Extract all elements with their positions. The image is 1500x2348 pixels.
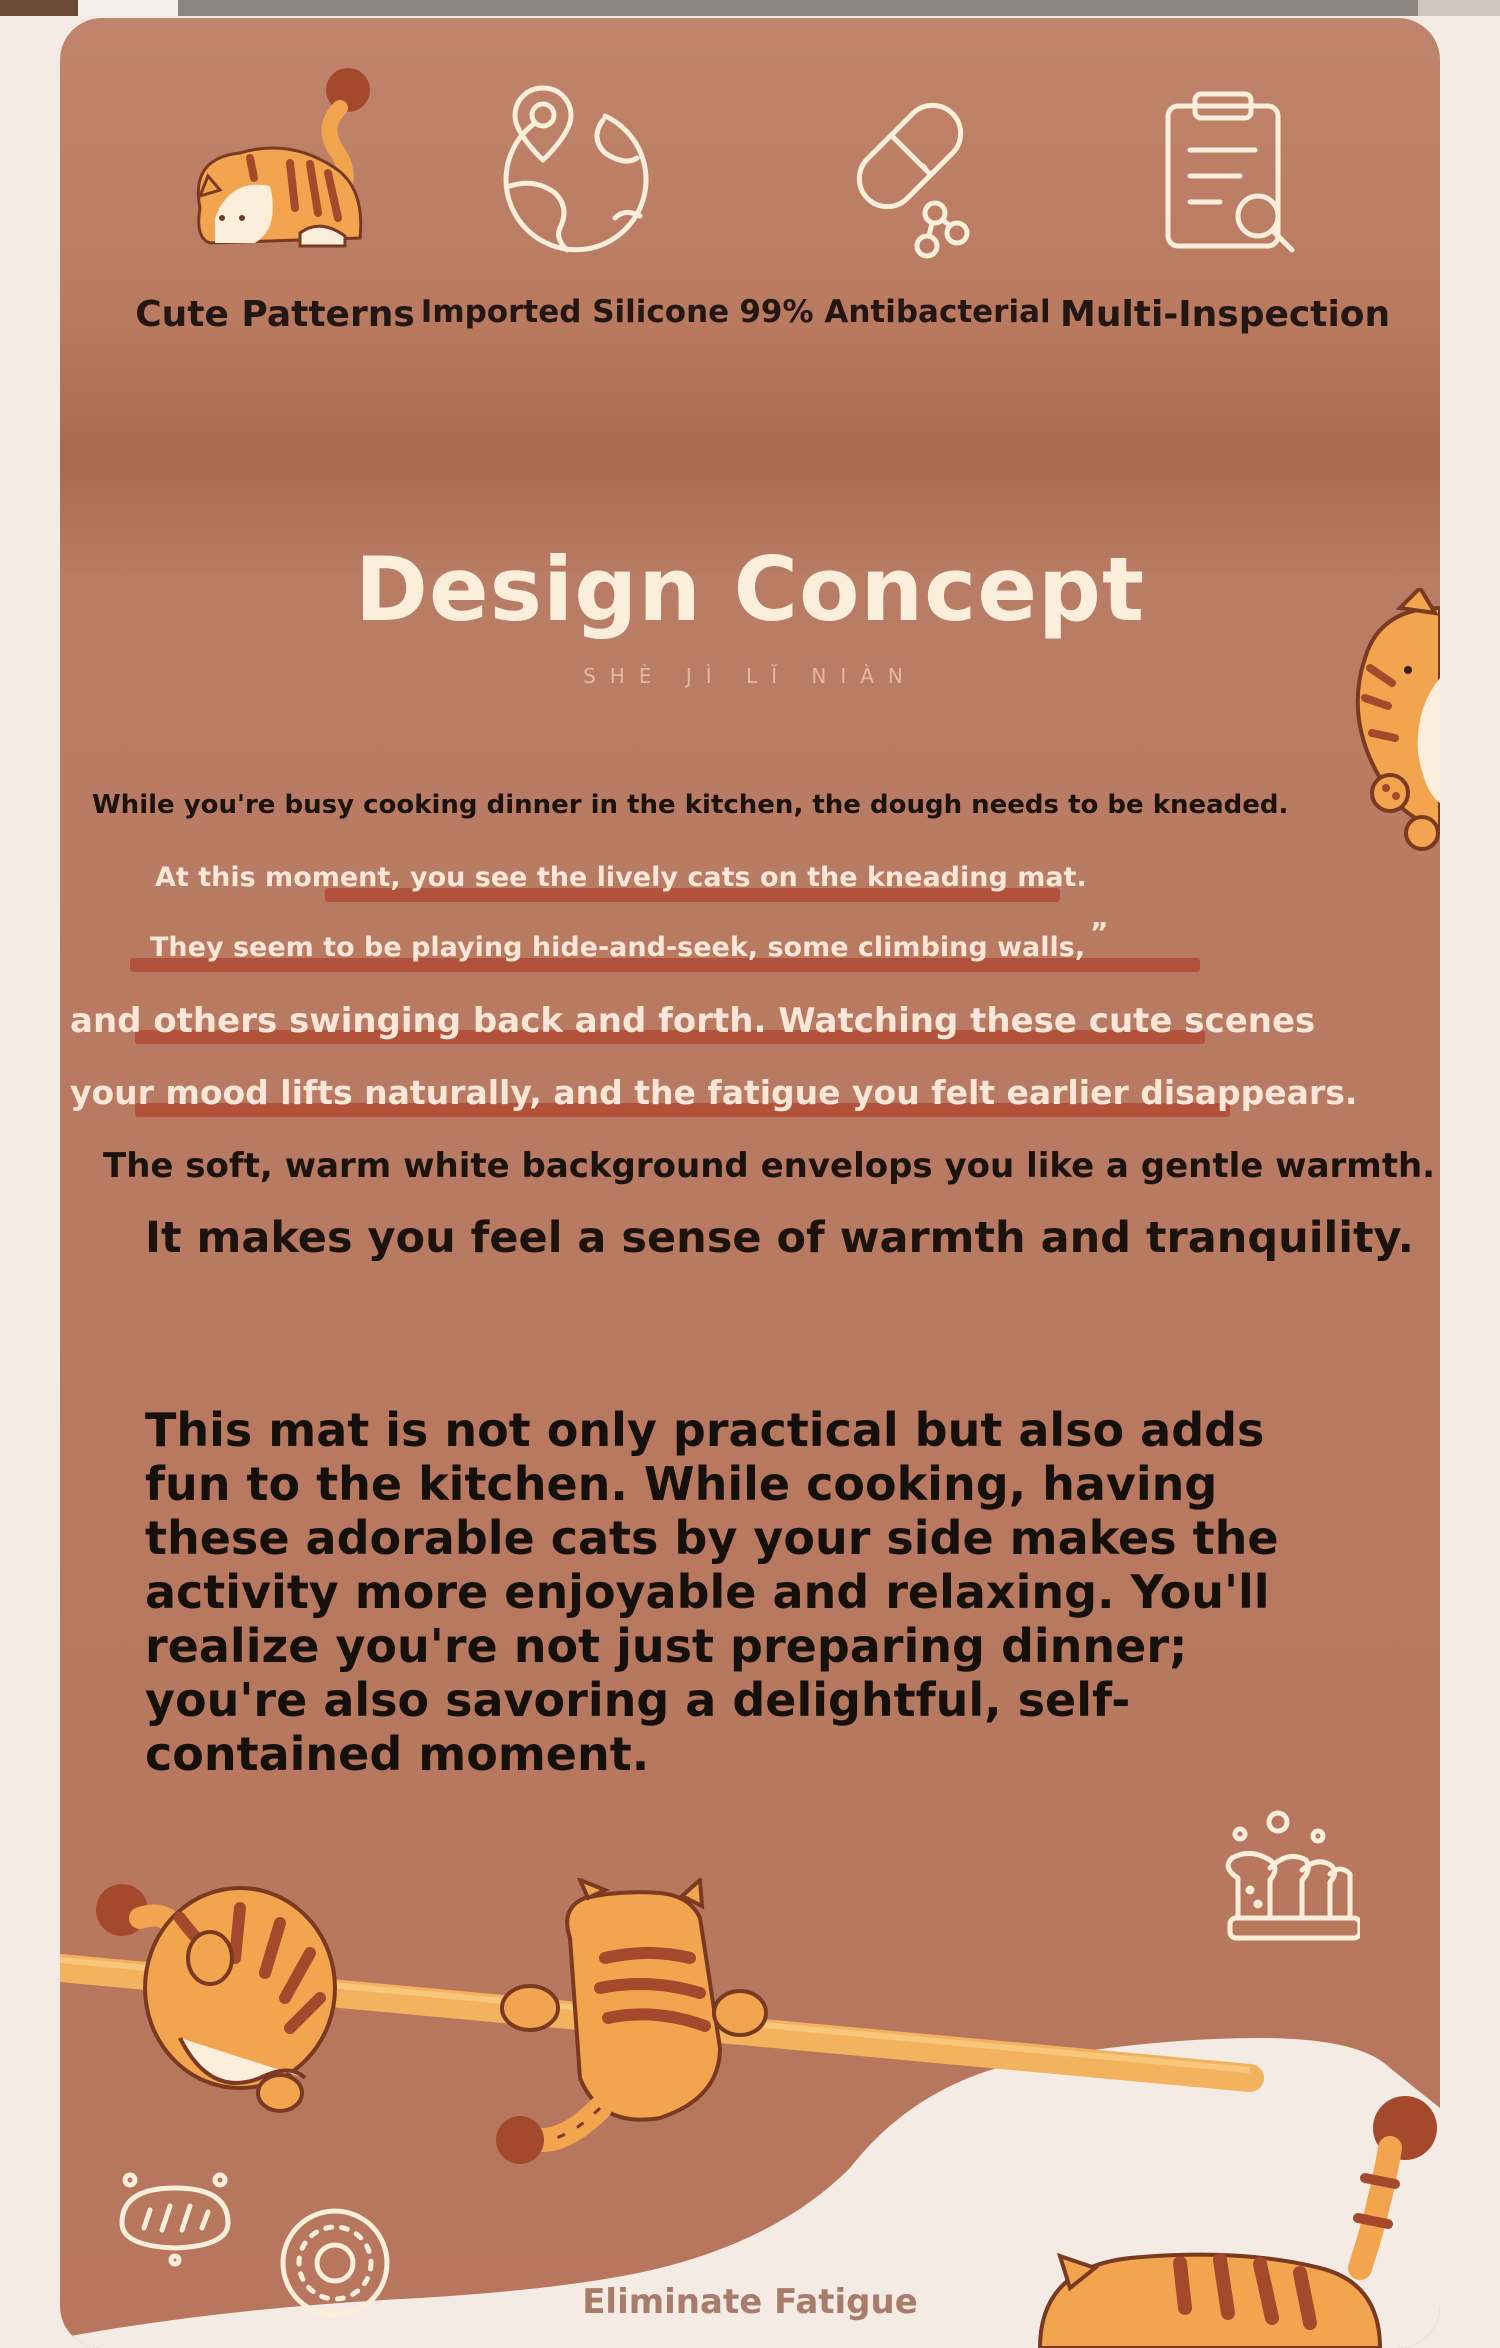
footer-heading: Eliminate Fatigue xyxy=(582,2282,918,2322)
feature-antibacterial xyxy=(735,68,1055,330)
story-line-3: They seem to be playing hide-and-seek, some climbing walls, xyxy=(150,932,1086,963)
story-line-7: It makes you feel a sense of warmth and tranquility. xyxy=(145,1213,1414,1263)
feature-label: Cute Patterns xyxy=(135,294,415,335)
feature-cute-patterns xyxy=(115,68,435,335)
section-title: Design Concept xyxy=(354,538,1146,641)
feature-label: Imported Silicone xyxy=(420,294,730,330)
feature-multi-inspection xyxy=(1060,68,1391,335)
top-strip-right xyxy=(1418,0,1500,16)
peeking-cat-illustration xyxy=(1340,588,1440,868)
product-card xyxy=(60,18,1440,2348)
top-strip xyxy=(0,0,1500,16)
globe-pin-icon xyxy=(475,68,675,268)
feature-imported-silicone xyxy=(415,68,735,330)
description-paragraph: This mat is not only practical but also adds fun to the kitchen. While cooking, having these adorable cats by your side makes the activity more enjoyable and relaxing. You'll realize you're not just preparing dinner; you're also savoring a delightful, self-contained moment. xyxy=(145,1403,1279,1781)
story-line-1: While you're busy cooking dinner in the kitchen, the dough needs to be kneaded. xyxy=(92,790,1289,820)
feature-label: 99% Antibacterial xyxy=(739,294,1051,330)
section-subtitle: SHÈ JÌ LǏ NIÀN xyxy=(583,664,917,688)
story-line-4: and others swinging back and forth. Watching these cute scenes xyxy=(70,1001,1316,1041)
cat-icon xyxy=(170,68,380,268)
bread-icon xyxy=(110,2158,240,2268)
top-strip-left xyxy=(0,0,78,16)
feature-label: Multi-Inspection xyxy=(1060,294,1391,335)
clipboard-search-icon xyxy=(1120,68,1320,268)
story-line-6: The soft, warm white background envelops you like a gentle warmth. xyxy=(103,1146,1436,1186)
capsule-icon xyxy=(795,68,995,268)
story-line-5: your mood lifts naturally, and the fatigue you felt earlier disappears. xyxy=(70,1073,1358,1112)
quote-mark: ” xyxy=(1090,916,1109,949)
story-line-2: At this moment, you see the lively cats on the kneading mat. xyxy=(155,862,1087,893)
top-strip-white xyxy=(78,0,178,16)
